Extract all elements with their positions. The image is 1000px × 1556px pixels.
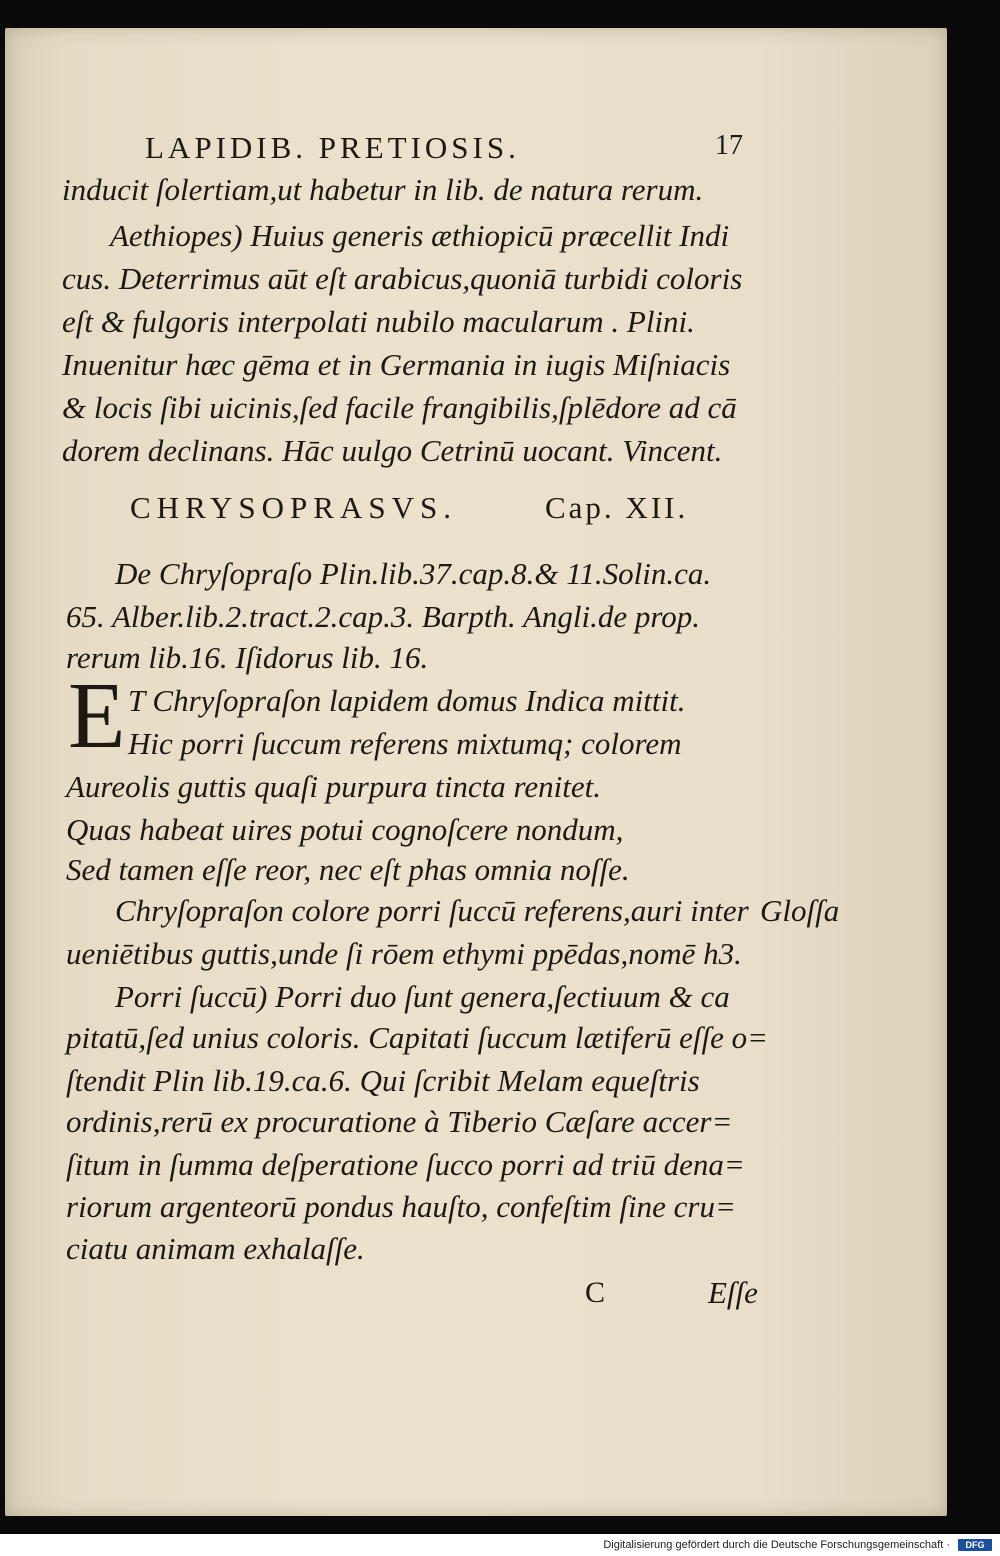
verse-line: Sed tamen eſſe reor, nec eſt phas omnia noſſe. <box>66 852 630 887</box>
chapter-heading <box>130 490 730 534</box>
text-line: Inuenitur hæc gēma et in Germania in iugis Miſniacis <box>62 347 731 382</box>
text-line: eſt & fulgoris interpolati nubilo macularum . Plini. <box>62 304 695 339</box>
commentary-line: ciatu animam exhalaſſe. <box>66 1231 365 1266</box>
page-number: 17 <box>715 130 743 161</box>
commentary-line: ſitum in ſumma deſperatione ſucco porri ad triū dena= <box>66 1147 745 1182</box>
text-line: Aethiopes) Huius generis æthiopicū præcellit Indi <box>110 218 730 253</box>
commentary-line: ueniētibus guttis,unde ſi rōem ethymi ppēdas,nomē h3. <box>66 936 742 971</box>
dfg-logo: DFG <box>958 1539 992 1551</box>
verse-line: T Chryſopraſon lapidem domus Indica mittit. <box>128 683 686 718</box>
text-line: cus. Deterrimus aūt eſt arabicus,quoniā turbidi coloris <box>62 261 743 296</box>
text-line: inducit ſolertiam,ut habetur in lib. de natura rerum. <box>62 172 704 207</box>
commentary-line: ſtendit Plin lib.19.ca.6. Qui ſcribit Melam equeſtris <box>66 1063 700 1098</box>
text-line: dorem declinans. Hāc uulgo Cetrinū uocant. Vincent. <box>62 433 723 468</box>
source-line: 65. Alber.lib.2.tract.2.cap.3. Barpth. Angli.de prop. <box>66 599 701 634</box>
commentary-line: riorum argenteorū pondus hauſto, confeſtim ſine cru= <box>66 1189 736 1224</box>
commentary-line: ordinis,rerū ex procuratione à Tiberio Cæſare accer= <box>66 1104 733 1139</box>
verse-line: Aureolis guttis quaſi purpura tincta renitet. <box>66 769 602 804</box>
running-head <box>145 130 745 170</box>
margin-note: Gloſſa <box>760 893 840 928</box>
chapter-title: CHRYSOPRASVS. <box>130 490 457 525</box>
signature-mark: C <box>585 1276 606 1309</box>
verse-line: Quas habeat uires potui cognoſcere nondum, <box>66 812 624 847</box>
source-line: De Chryſopraſo Plin.lib.37.cap.8.& 11.Solin.ca. <box>115 556 712 591</box>
catchword: Eſſe <box>708 1275 758 1310</box>
text-line: & locis ſibi uicinis,ſed facile frangibilis,ſplēdore ad cā <box>62 390 737 425</box>
funding-credit: Digitalisierung gefördert durch die Deutsche Forschungsgemeinschaft · <box>603 1539 950 1551</box>
chapter-number: Cap. XII. <box>545 490 689 525</box>
verse-line: Hic porri ſuccum referens mixtumq; colorem <box>128 726 682 761</box>
commentary-line: Chryſopraſon colore porri ſuccū referens,auri inter <box>115 893 749 928</box>
running-head-title: LAPIDIB. PRETIOSIS. <box>145 130 520 165</box>
source-line: rerum lib.16. Iſidorus lib. 16. <box>66 640 429 675</box>
commentary-line: Porri ſuccū) Porri duo ſunt genera,ſectiuum & ca <box>115 979 730 1014</box>
drop-capital: E <box>68 664 126 768</box>
commentary-line: pitatū,ſed unius coloris. Capitati ſuccum lætiferū eſſe o= <box>66 1020 769 1055</box>
digitization-footer <box>0 1534 1000 1556</box>
